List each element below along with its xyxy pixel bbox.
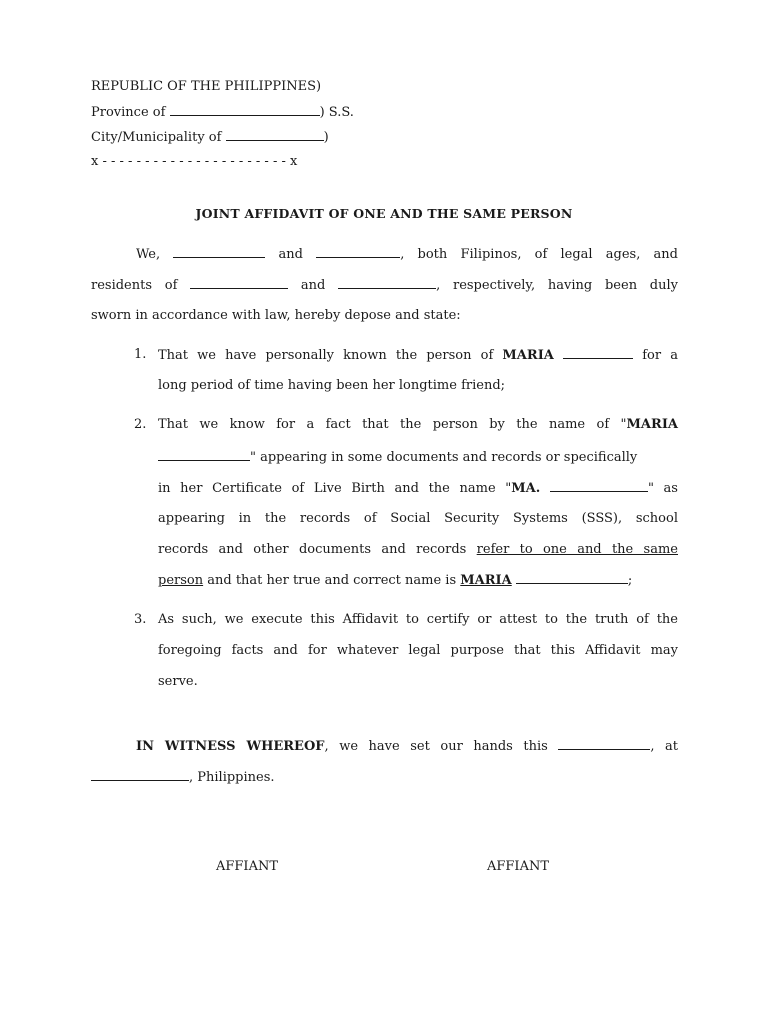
city-suffix: ) bbox=[323, 130, 329, 145]
witness-text-a: , we have set our hands this bbox=[324, 739, 548, 754]
caption-province bbox=[91, 104, 354, 120]
item-2-semicolon: ; bbox=[627, 573, 633, 588]
item-1-line-2: long period of time having been her longtime friend; bbox=[158, 378, 506, 393]
document-title: JOINT AFFIDAVIT OF ONE AND THE SAME PERSON bbox=[195, 206, 573, 221]
item-2-text-c: in her Certificate of Live Birth and the name " bbox=[158, 481, 512, 496]
province-label: Province of bbox=[91, 105, 166, 120]
province-blank bbox=[170, 104, 320, 116]
item-2-text-b: " appearing in some documents and records or specifically bbox=[250, 450, 638, 465]
province-suffix: ) S.S. bbox=[319, 105, 354, 120]
residence-blank-2 bbox=[338, 277, 436, 289]
item-1-number: 1. bbox=[134, 347, 147, 362]
item-2-text-e: and that her true and correct name is bbox=[207, 573, 457, 588]
item-2-blank-1 bbox=[158, 449, 250, 461]
item-2-underlined-a: refer to one and the same bbox=[476, 542, 678, 557]
intro-we: We, bbox=[136, 247, 161, 262]
item-3-line-1: As such, we execute this Affidavit to certify or attest to the truth of the bbox=[158, 612, 678, 627]
item-2-line-3 bbox=[158, 480, 678, 496]
intro-line-2 bbox=[91, 277, 678, 293]
item-2-line-6 bbox=[158, 572, 678, 588]
witness-heading: IN WITNESS WHEREOF bbox=[136, 739, 325, 754]
item-1-text: That we have personally known the person of bbox=[158, 348, 494, 363]
item-2-text-d: records and other documents and records bbox=[158, 542, 467, 557]
item-2-line-2 bbox=[158, 449, 678, 465]
item-2-blank-3 bbox=[516, 572, 628, 584]
city-blank bbox=[226, 129, 324, 141]
caption-city bbox=[91, 129, 329, 145]
item-3-number: 3. bbox=[134, 612, 147, 627]
place-blank bbox=[91, 769, 189, 781]
date-blank bbox=[558, 738, 650, 750]
witness-line-2 bbox=[91, 769, 678, 785]
name-blank-1 bbox=[173, 246, 265, 258]
item-2-name: MARIA bbox=[626, 417, 678, 432]
item-2-number: 2. bbox=[134, 417, 147, 432]
item-2-ma: MA. bbox=[511, 481, 541, 496]
item-1-line-1 bbox=[158, 347, 678, 363]
intro-filipinos: , both Filipinos, of legal ages, and bbox=[400, 247, 678, 262]
item-1-name: MARIA bbox=[502, 348, 554, 363]
item-1-for-a: for a bbox=[642, 348, 678, 363]
intro-and-1: and bbox=[278, 247, 303, 262]
witness-line-1 bbox=[91, 738, 678, 754]
residence-blank-1 bbox=[190, 277, 288, 289]
item-3-line-3: serve. bbox=[158, 674, 198, 689]
intro-residents: residents of bbox=[91, 278, 178, 293]
intro-respectively: , respectively, having been duly bbox=[436, 278, 678, 293]
witness-at: , at bbox=[650, 739, 678, 754]
intro-line-1 bbox=[91, 246, 678, 262]
item-2-blank-2 bbox=[550, 480, 648, 492]
item-1-blank bbox=[563, 347, 633, 359]
item-2-text-a: That we know for a fact that the person by the name of " bbox=[158, 417, 627, 432]
caption-separator: x - - - - - - - - - - - - - - - - - - - - - - x bbox=[91, 154, 298, 169]
item-2-line-1 bbox=[158, 417, 678, 432]
intro-and-2: and bbox=[300, 278, 326, 293]
item-2-as: " as bbox=[647, 481, 678, 496]
city-label: City/Municipality of bbox=[91, 130, 222, 145]
affiant-label-1: AFFIANT bbox=[216, 859, 278, 874]
witness-philippines: , Philippines. bbox=[189, 770, 275, 785]
item-2-true-name: MARIA bbox=[460, 573, 512, 588]
caption-republic: REPUBLIC OF THE PHILIPPINES) bbox=[91, 79, 322, 94]
item-3-line-2: foregoing facts and for whatever legal purpose that this Affidavit may bbox=[158, 643, 678, 658]
item-2-line-4: appearing in the records of Social Security Systems (SSS), school bbox=[158, 511, 678, 526]
affiant-label-2: AFFIANT bbox=[487, 859, 549, 874]
item-2-underlined-b: person bbox=[158, 573, 204, 588]
item-2-line-5 bbox=[158, 542, 678, 557]
name-blank-2 bbox=[316, 246, 400, 258]
intro-line-3: sworn in accordance with law, hereby depose and state: bbox=[91, 308, 461, 323]
